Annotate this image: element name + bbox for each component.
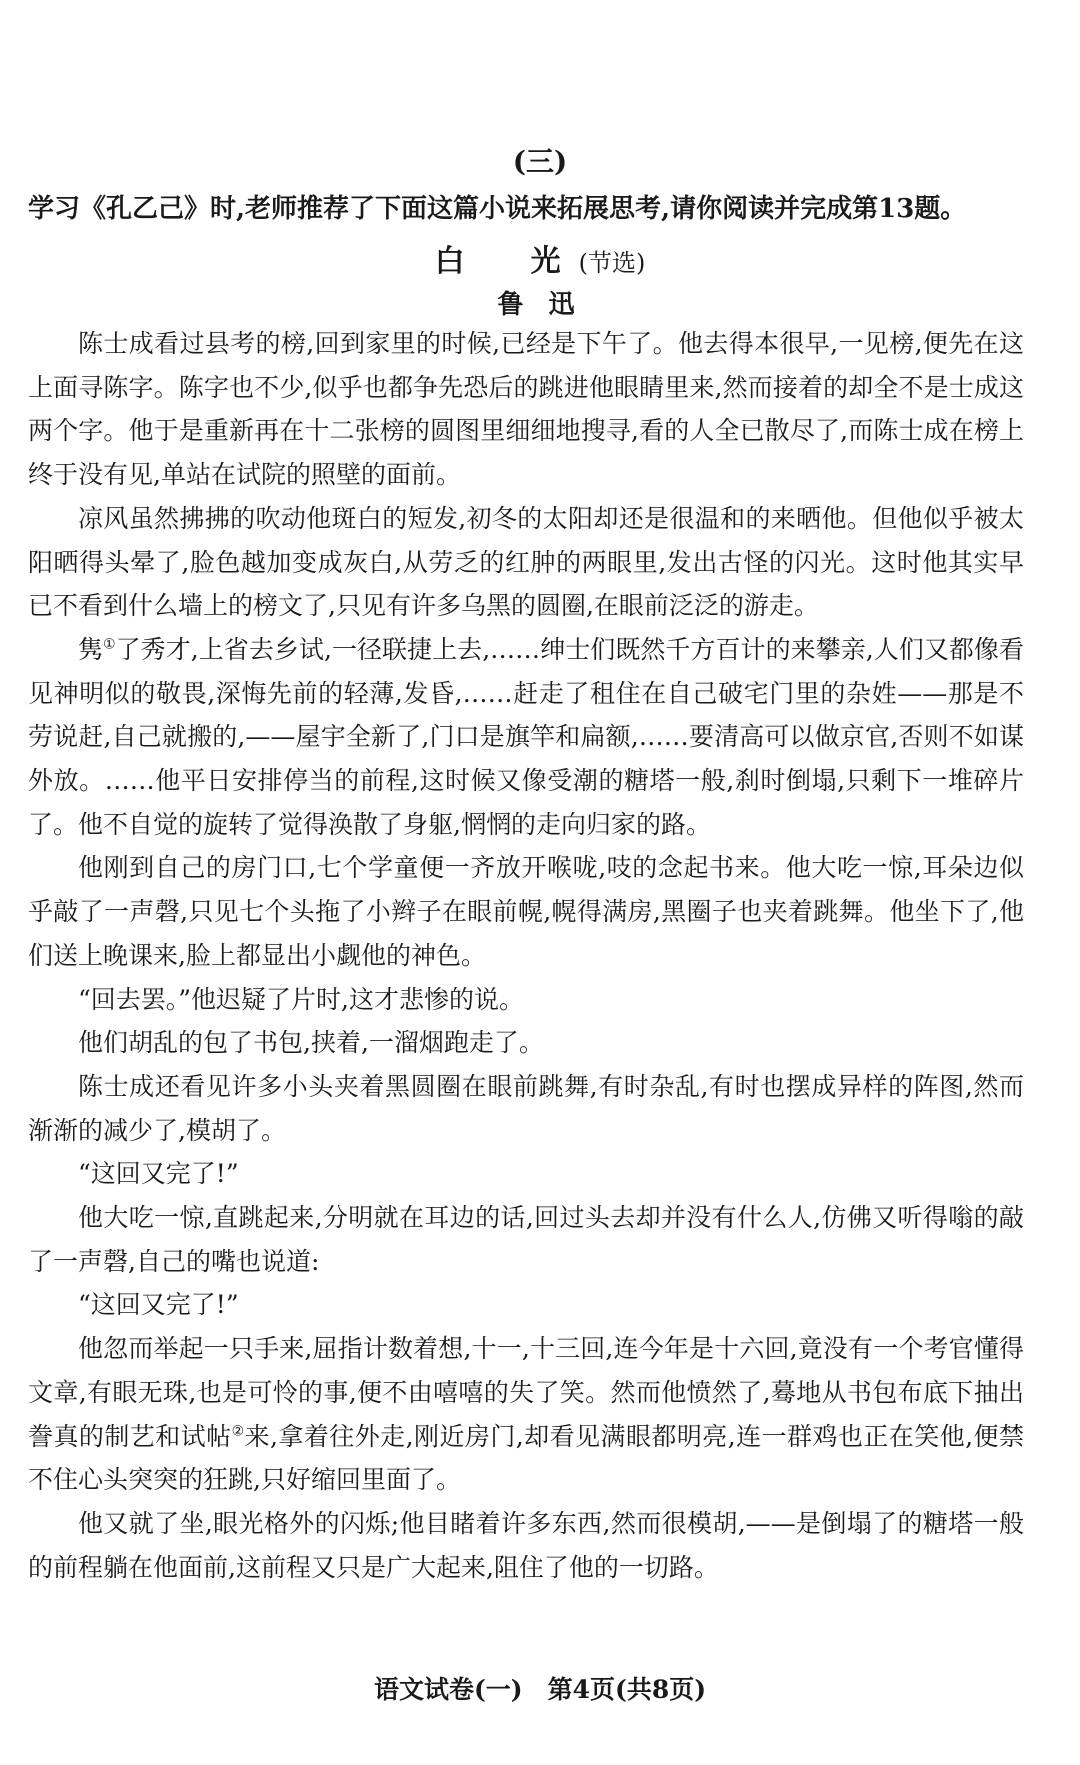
paragraph: “回去罢。”他迟疑了片时,这才悲惨的说。	[78, 984, 525, 1014]
section-number: (三)	[512, 145, 568, 178]
paragraph: “这回又完了!”	[78, 1159, 239, 1189]
story-body	[28, 322, 1024, 1589]
story-title	[0, 236, 1080, 280]
paragraph: 他又就了坐,眼光格外的闪烁;他目睹着许多东西,然而很模胡,——是倒塌了的糖塔一般的前程躺在他面前,这前程又只是广大起来,阻住了他的一切路。	[28, 1508, 1024, 1582]
paragraph: 凉风虽然拂拂的吹动他斑白的短发,初冬的太阳却还是很温和的来晒他。但他似乎被太阳晒得头晕了,脸色越加变成灰白,从劳乏的红肿的两眼里,发出古怪的闪光。这时他其实早已不看到什么墙上的榜文了,只见有许多乌黑的圆圈,在眼前泛泛的游走。	[28, 503, 1024, 621]
reading-intro: 学习《孔乙己》时,老师推荐了下面这篇小说来拓展思考,请你阅读并完成第13题。	[28, 194, 967, 224]
paragraph: 他们胡乱的包了书包,挟着,一溜烟跑走了。	[78, 1028, 544, 1058]
story-author: 鲁 迅	[497, 290, 583, 320]
paragraph-text: 他忽而举起一只手来,屈指计数着想,十一,十三回,连今年是十六回,竟没有一个考官懂得文章,有眼无珠,也是可怜的事,便不由嘻嘻的失了笑。然而他愤然了,蓦地从书包布底下抽出誊真的制艺和试帖	[28, 1334, 1024, 1451]
paragraph	[28, 628, 1024, 847]
paragraph: 陈士成还看见许多小头夹着黑圆圈在眼前跳舞,有时杂乱,有时也摆成异样的阵图,然而渐渐的减少了,模胡了。	[28, 1071, 1024, 1145]
paragraph: 他刚到自己的房门口,七个学童便一齐放开喉咙,吱的念起书来。他大吃一惊,耳朵边似乎敲了一声磬,只见七个头拖了小辫子在眼前幌,幌得满房,黑圈子也夹着跳舞。他坐下了,他们送上晚课来,脸上都显出小觑他的神色。	[28, 853, 1024, 970]
paragraph	[28, 1327, 1024, 1502]
page-footer: 语文试卷(一) 第4页(共8页)	[373, 1675, 707, 1704]
story-title-subtitle: (节选)	[578, 249, 646, 277]
footnote-marker: ①	[103, 636, 116, 653]
paragraph-text: 隽	[78, 634, 104, 664]
story-title-main: 白 光	[434, 244, 579, 279]
paragraph: 陈士成看过县考的榜,回到家里的时候,已经是下午了。他去得本很早,一见榜,便先在这上面寻陈字。陈字也不少,似乎也都争先恐后的跳进他眼睛里来,然而接着的却全不是士成这两个字。他于是重新再在十二张榜的圆图里细细地搜寻,看的人全已散尽了,而陈士成在榜上终于没有见,单站在试院的照壁的面前。	[28, 329, 1024, 490]
paragraph: “这回又完了!”	[78, 1290, 239, 1320]
paragraph: 他大吃一惊,直跳起来,分明就在耳边的话,回过头去却并没有什么人,仿佛又听得嗡的敲了一声磬,自己的嘴也说道:	[28, 1203, 1024, 1276]
paragraph-text: 了秀才,上省去乡试,一径联捷上去,……绅士们既然千方百计的来攀亲,人们又都像看见神明似的敬畏,深悔先前的轻薄,发昏,……赶走了租住在自己破宅门里的杂姓——那是不劳说赶,自己就搬的,——屋宇全新了,门口是旗竿和扁额,……要清高可以做京官,否则不如谋外放。……他平日安排停当的前程,这时候又像受潮的糖塔一般,刹时倒塌,只剩下一堆碎片了。他不自觉的旋转了觉得涣散了身躯,惘惘的走向归家的路。	[28, 634, 1024, 839]
footnote-marker: ②	[231, 1423, 245, 1440]
paragraph-text: 来,拿着往外走,刚近房门,却看见满眼都明亮,连一群鸡也正在笑他,便禁不住心头突突的狂跳,只好缩回里面了。	[28, 1421, 1024, 1495]
